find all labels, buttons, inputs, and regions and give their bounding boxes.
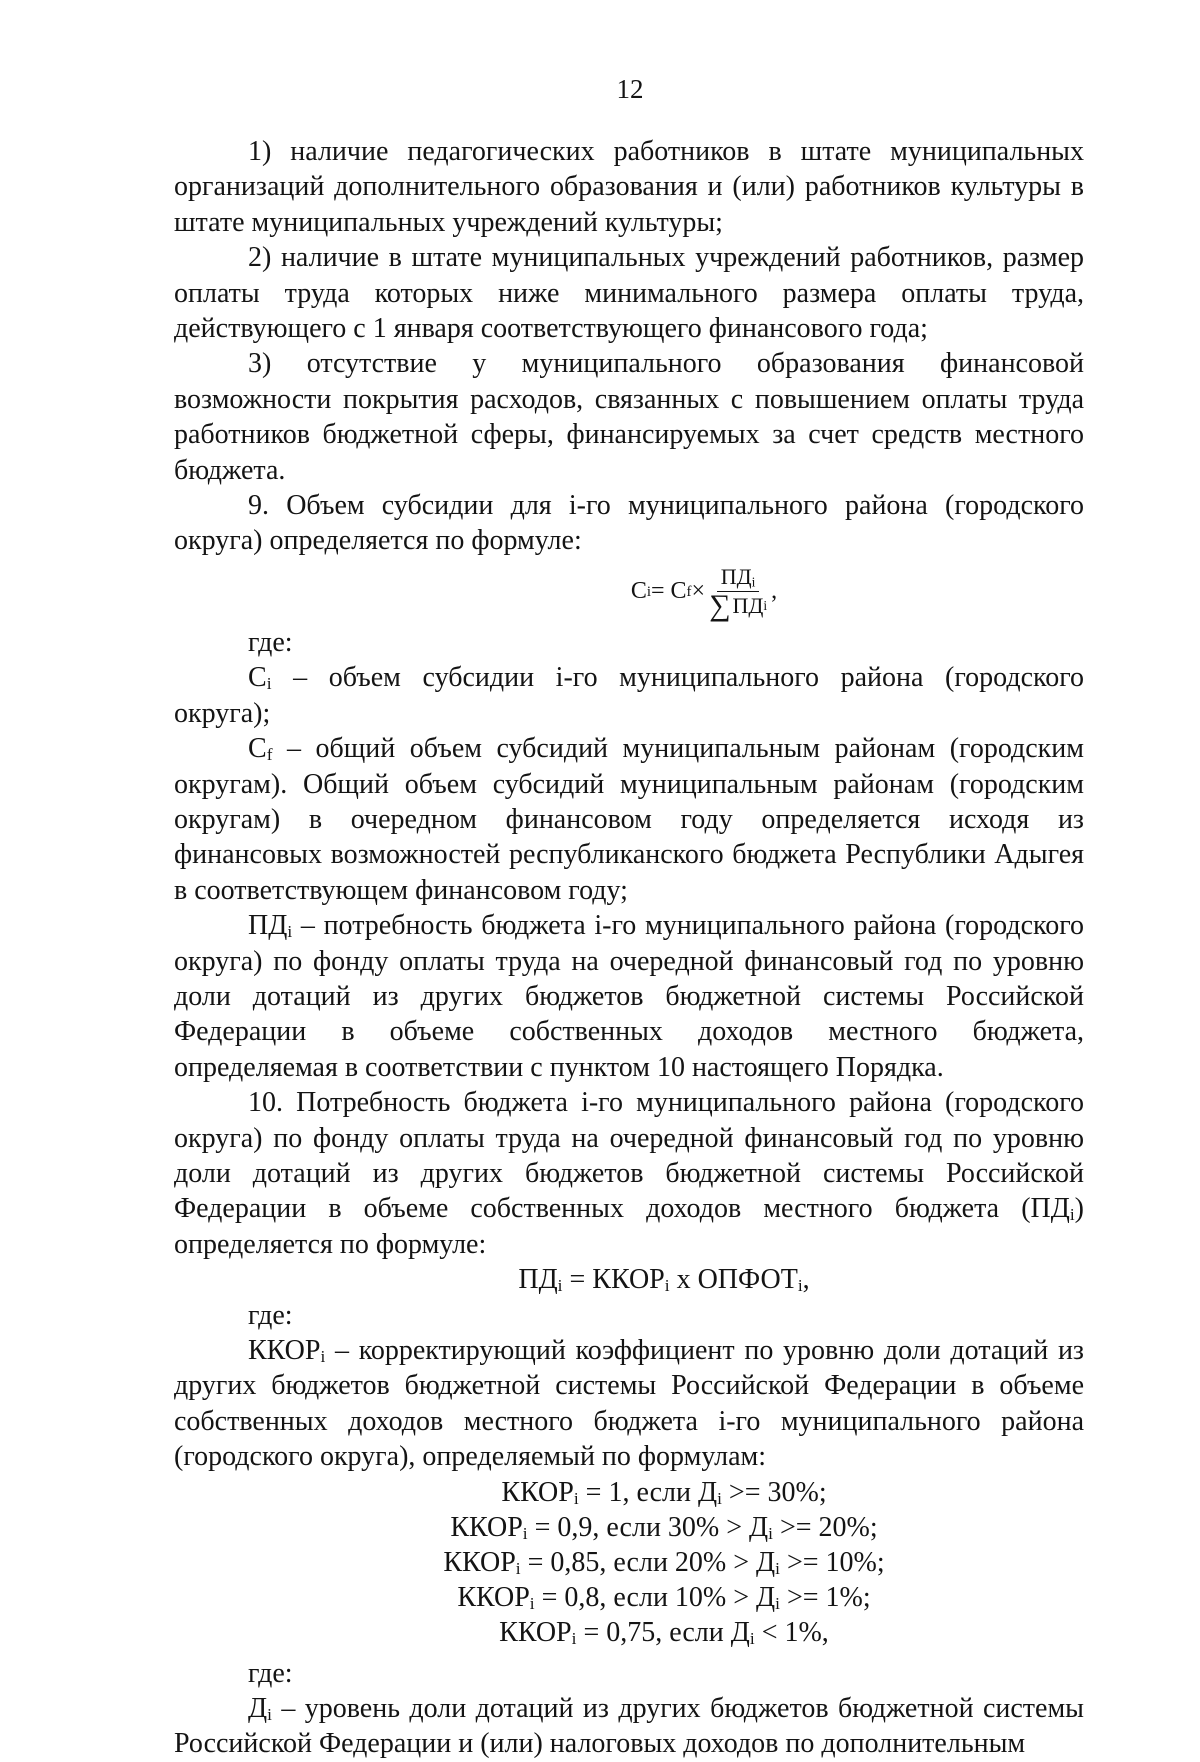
formula-subsidy-trail: , [771, 578, 778, 605]
where-label-1: где: [248, 626, 293, 658]
definition-di: $Д_i$ – уровень доли дотаций из других бюджетов бюджетной системы Российской Федерации и (или) налоговых доходов по дополнительным [174, 1693, 1084, 1760]
fraction-denominator: ∑ ПД i [709, 588, 768, 622]
kkor-rule: $ККОР_i = 0,9$, если $30\% > Д_i >= 20\%$; [450, 1511, 878, 1543]
document-body [174, 134, 1084, 1762]
paragraph-item-10: 10. Потребность бюджета i-го муниципального района (городского округа) по фонду оплаты труда на очередной финансовый год по уровню доли дотаций из других бюджетов бюджетной системы Российской Федерации в объеме собственных доходов местного бюджета $(ПД_i)$ определяется по формуле: [174, 1087, 1084, 1260]
kkor-rules [174, 1475, 1084, 1650]
formula-subsidy [324, 559, 1084, 625]
page-number: 12 [616, 74, 644, 104]
formula-fraction [709, 564, 767, 620]
formula-pdi: $ПД_i$ = $ККОР_i$ x $ОПФОТ_i$, [518, 1264, 810, 1296]
kkor-rule: $ККОР_i = 0,75$, если $Д_i < 1\%$, [499, 1616, 829, 1648]
where-label-2: где: [248, 1299, 293, 1331]
formula-subsidy-lhs: C i = C f × [630, 578, 706, 605]
fraction-numerator: $ПД_i$ [717, 564, 760, 592]
paragraph-item-3: 3) отсутствие у муниципального образования финансовой возможности покрытия расходов, связанных с повышением оплаты труда работников бюджетной сферы, финансируемых за счет средств местного бюджета. [174, 348, 1084, 486]
definition-kkor: $ККОР_i$ – корректирующий коэффициент по уровню доли дотаций из других бюджетов бюджетной системы Российской Федерации в объеме собственных доходов местного бюджета i-го муниципального района (городского округа), определяемый по формулам: [174, 1335, 1084, 1473]
paragraph-item-1: 1) наличие педагогических работников в штате муниципальных организаций дополнительного образования и (или) работников культуры в штате муниципальных учреждений культуры; [174, 136, 1084, 238]
definition-pdi: $ПД_i$ – потребность бюджета i-го муниципального района (городского округа) по фонду оплаты труда на очередной финансовый год по уровню доли дотаций из других бюджетов бюджетной системы Российской Федерации в объеме собственных доходов местного бюджета, определяемая в соответствии с пунктом 10 настоящего Порядка. [174, 910, 1084, 1083]
kkor-rule: $ККОР_i = 0,8$, если $10\% > Д_i >= 1\%$; [457, 1581, 871, 1613]
where-label-3: где: [248, 1657, 293, 1689]
kkor-rule: $ККОР_i = 0,85$, если $20\% > Д_i >= 10\%$; [443, 1546, 885, 1578]
kkor-rule: $ККОР_i = 1$, если $Д_i >= 30\%$; [501, 1476, 827, 1508]
definition-ci: $C_i$ – объем субсидии i-го муниципального района (городского округа); [174, 662, 1084, 729]
definition-cf: $C_f$ – общий объем субсидий муниципальным районам (городским округам). Общий объем субсидий муниципальным районам (городским округам) в очередном финансовом году определяется исходя из финансовых возможностей республиканского бюджета Республики Адыгея в соответствующем финансовом году; [174, 733, 1084, 906]
paragraph-item-2: 2) наличие в штате муниципальных учреждений работников, размер оплаты труда которых ниже минимального размера оплаты труда, действующего с 1 января соответствующего финансового года; [174, 242, 1084, 345]
paragraph-item-9: 9. Объем субсидии для i-го муниципального района (городского округа) определяется по формуле: [174, 490, 1084, 557]
